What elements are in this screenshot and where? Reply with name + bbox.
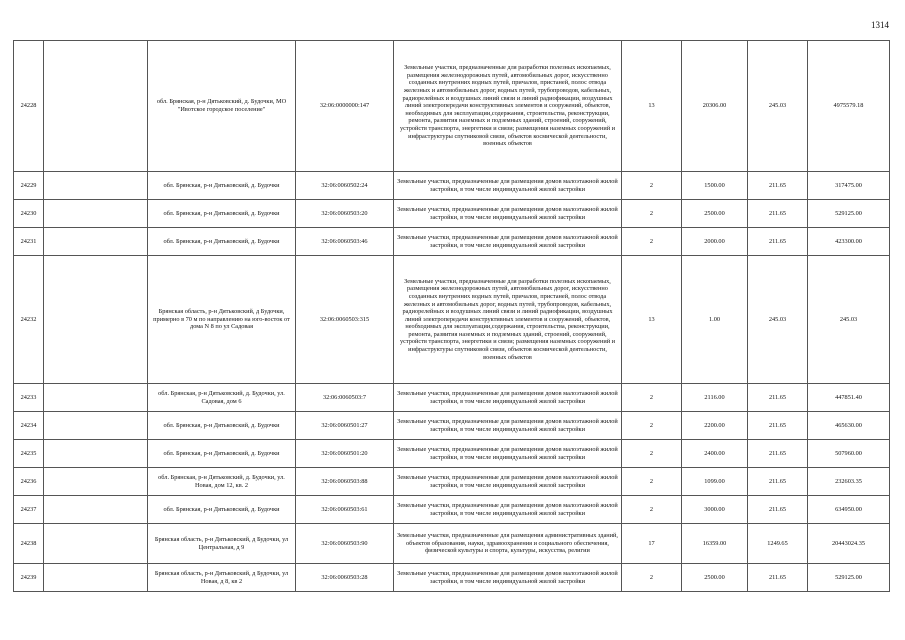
- cadastral-number-cell: 32:06:0060503:90: [296, 524, 394, 564]
- cadastral-number-cell: 32:06:0060501:20: [296, 440, 394, 468]
- cadastral-number-cell: 32:06:0060501:27: [296, 412, 394, 440]
- cadastral-number-cell: 32:06:0060503:28: [296, 564, 394, 592]
- rate-cell: 211.65: [748, 412, 808, 440]
- rate-cell: 245.03: [748, 41, 808, 172]
- land-use-cell: Земельные участки, предназначенные для размещения домов малоэтажной жилой застройки, в том числе индивидуальной жилой застройки: [394, 468, 622, 496]
- table-row: [14, 524, 890, 564]
- cadastral-number-cell: 32:06:0060503:20: [296, 200, 394, 228]
- area-cell: 1500.00: [682, 172, 748, 200]
- cadastral-value-cell: 447851.40: [808, 384, 890, 412]
- group-code-cell: 2: [622, 468, 682, 496]
- blank-cell: [44, 468, 148, 496]
- record-number-cell: 24239: [14, 564, 44, 592]
- area-cell: 3000.00: [682, 496, 748, 524]
- rate-cell: 245.03: [748, 256, 808, 384]
- blank-cell: [44, 384, 148, 412]
- rate-cell: 211.65: [748, 200, 808, 228]
- address-cell: Брянская область, р-н Дятьковский, д Будочки, ул Центральная, д 9: [148, 524, 296, 564]
- cadastral-value-cell: 20443024.35: [808, 524, 890, 564]
- record-number-cell: 24228: [14, 41, 44, 172]
- record-number-cell: 24233: [14, 384, 44, 412]
- blank-cell: [44, 412, 148, 440]
- group-code-cell: 13: [622, 256, 682, 384]
- record-number-cell: 24229: [14, 172, 44, 200]
- rate-cell: 211.65: [748, 496, 808, 524]
- table-row: [14, 564, 890, 592]
- record-number-cell: 24231: [14, 228, 44, 256]
- cadastral-number-cell: 32:06:0060503:46: [296, 228, 394, 256]
- rate-cell: 211.65: [748, 468, 808, 496]
- cadastral-value-cell: 423300.00: [808, 228, 890, 256]
- rate-cell: 211.65: [748, 564, 808, 592]
- address-cell: обл. Брянская, р-н Дятьковский, д. Будочки: [148, 228, 296, 256]
- land-use-cell: Земельные участки, предназначенные для размещения административных зданий, объектов образования, науки, здравоохранения и социального обеспечения, физической культуры и спорта, культуры, искусства, религии: [394, 524, 622, 564]
- blank-cell: [44, 228, 148, 256]
- cadastral-number-cell: 32:06:0060503:88: [296, 468, 394, 496]
- blank-cell: [44, 200, 148, 228]
- cadastral-number-cell: 32:06:0000000:147: [296, 41, 394, 172]
- cadastral-number-cell: 32:06:0060503:61: [296, 496, 394, 524]
- blank-cell: [44, 256, 148, 384]
- table-row: [14, 228, 890, 256]
- address-cell: обл. Брянская, р-н Дятьковский, д. Будочки: [148, 440, 296, 468]
- group-code-cell: 2: [622, 564, 682, 592]
- cadastral-value-cell: 529125.00: [808, 200, 890, 228]
- area-cell: 2000.00: [682, 228, 748, 256]
- table-row: [14, 200, 890, 228]
- table-body: [14, 41, 890, 592]
- land-use-cell: Земельные участки, предназначенные для размещения домов малоэтажной жилой застройки, в том числе индивидуальной жилой застройки: [394, 172, 622, 200]
- record-number-cell: 24234: [14, 412, 44, 440]
- area-cell: 2500.00: [682, 200, 748, 228]
- area-cell: 2400.00: [682, 440, 748, 468]
- land-use-cell: Земельные участки, предназначенные для размещения домов малоэтажной жилой застройки, в том числе индивидуальной жилой застройки: [394, 200, 622, 228]
- land-registry-table: [13, 40, 890, 592]
- page-number: 1314: [871, 20, 889, 30]
- land-use-cell: Земельные участки, предназначенные для размещения домов малоэтажной жилой застройки, в том числе индивидуальной жилой застройки: [394, 384, 622, 412]
- table-row: [14, 440, 890, 468]
- area-cell: 20306.00: [682, 41, 748, 172]
- rate-cell: 1249.65: [748, 524, 808, 564]
- record-number-cell: 24232: [14, 256, 44, 384]
- cadastral-number-cell: 32:06:0060503:315: [296, 256, 394, 384]
- group-code-cell: 2: [622, 496, 682, 524]
- record-number-cell: 24237: [14, 496, 44, 524]
- land-use-cell: Земельные участки, предназначенные для размещения домов малоэтажной жилой застройки, в том числе индивидуальной жилой застройки: [394, 440, 622, 468]
- record-number-cell: 24235: [14, 440, 44, 468]
- group-code-cell: 17: [622, 524, 682, 564]
- table-row: [14, 172, 890, 200]
- table-row: [14, 468, 890, 496]
- area-cell: 2500.00: [682, 564, 748, 592]
- group-code-cell: 2: [622, 384, 682, 412]
- cadastral-value-cell: 245.03: [808, 256, 890, 384]
- address-cell: обл. Брянская, р-н Дятьковский, д. Будочки: [148, 496, 296, 524]
- cadastral-value-cell: 529125.00: [808, 564, 890, 592]
- address-cell: обл. Брянская, р-н Дятьковский, д. Будочки: [148, 200, 296, 228]
- table-row: [14, 412, 890, 440]
- cadastral-value-cell: 507960.00: [808, 440, 890, 468]
- cadastral-value-cell: 317475.00: [808, 172, 890, 200]
- rate-cell: 211.65: [748, 384, 808, 412]
- rate-cell: 211.65: [748, 440, 808, 468]
- land-use-cell: Земельные участки, предназначенные для размещения домов малоэтажной жилой застройки, в том числе индивидуальной жилой застройки: [394, 496, 622, 524]
- group-code-cell: 13: [622, 41, 682, 172]
- blank-cell: [44, 172, 148, 200]
- cadastral-value-cell: 465630.00: [808, 412, 890, 440]
- cadastral-value-cell: 232603.35: [808, 468, 890, 496]
- cadastral-number-cell: 32:06:0060502:24: [296, 172, 394, 200]
- table-row: [14, 41, 890, 172]
- land-use-cell: Земельные участки, предназначенные для разработки полезных ископаемых, размещения железнодорожных путей, автомобильных дорог, искусственно созданных внутренних водных путей, причалов, пристаней, полос отвода железных и автомобильных дорог, водных путей, трубопроводов, кабельных, радиорелейных и воздушных линий связи и линий радиофикации, воздушных линий электропередачи конструктивных элементов и сооружений, объектов, необходимых для эксплуатации,содержания, строительства, реконструкции, ремонта, развития наземных и подземных зданий, строений, сооружений, устройств транспорта, энергетики и связи; размещения наземных сооружений и инфраструктуры спутниковой связи, объектов космической деятельности, военных объектов: [394, 41, 622, 172]
- blank-cell: [44, 41, 148, 172]
- blank-cell: [44, 440, 148, 468]
- area-cell: 16359.00: [682, 524, 748, 564]
- address-cell: Брянская область, р-н Дятьковский, д Будочки, примерно в 70 м по направлению на юго-восток от дома N 8 по ул Садовая: [148, 256, 296, 384]
- rate-cell: 211.65: [748, 172, 808, 200]
- land-use-cell: Земельные участки, предназначенные для размещения домов малоэтажной жилой застройки, в том числе индивидуальной жилой застройки: [394, 228, 622, 256]
- land-use-cell: Земельные участки, предназначенные для размещения домов малоэтажной жилой застройки, в том числе индивидуальной жилой застройки: [394, 412, 622, 440]
- land-use-cell: Земельные участки, предназначенные для размещения домов малоэтажной жилой застройки, в том числе индивидуальной жилой застройки: [394, 564, 622, 592]
- area-cell: 2200.00: [682, 412, 748, 440]
- cadastral-value-cell: 4975579.18: [808, 41, 890, 172]
- group-code-cell: 2: [622, 172, 682, 200]
- rate-cell: 211.65: [748, 228, 808, 256]
- area-cell: 2116.00: [682, 384, 748, 412]
- blank-cell: [44, 524, 148, 564]
- cadastral-value-cell: 634950.00: [808, 496, 890, 524]
- blank-cell: [44, 564, 148, 592]
- table-row: [14, 384, 890, 412]
- address-cell: обл. Брянская, р-н Дятьковский, д. Будочки, ул. Новая, дом 12, кв. 2: [148, 468, 296, 496]
- group-code-cell: 2: [622, 412, 682, 440]
- address-cell: обл. Брянская, р-н Дятьковский, д. Будочки, ул. Садовая, дом 6: [148, 384, 296, 412]
- cadastral-number-cell: 32:06:0060503:7: [296, 384, 394, 412]
- address-cell: обл. Брянская, р-н Дятьковский, д. Будочки, МО "Ивотское городское поселение": [148, 41, 296, 172]
- record-number-cell: 24236: [14, 468, 44, 496]
- address-cell: обл. Брянская, р-н Дятьковский, д. Будочки: [148, 172, 296, 200]
- address-cell: обл. Брянская, р-н Дятьковский, д. Будочки: [148, 412, 296, 440]
- group-code-cell: 2: [622, 228, 682, 256]
- record-number-cell: 24230: [14, 200, 44, 228]
- blank-cell: [44, 496, 148, 524]
- address-cell: Брянская область, р-н Дятьковский, д Будочки, ул Новая, д 8, кв 2: [148, 564, 296, 592]
- table-row: [14, 496, 890, 524]
- land-use-cell: Земельные участки, предназначенные для разработки полезных ископаемых, размещения железнодорожных путей, автомобильных дорог, искусственно созданных внутренних водных путей, причалов, пристаней, полос отвода железных и автомобильных дорог, водных путей, трубопроводов, кабельных, радиорелейных и воздушных линий связи и линий радиофикации, воздушных линий электропередачи конструктивных элементов и сооружений, объектов, необходимых для эксплуатации,содержания, строительства, реконструкции, ремонта, развития наземных и подземных зданий, строений, сооружений, устройств транспорта, энергетики и связи; размещения наземных сооружений и инфраструктуры спутниковой связи, объектов космической деятельности, военных объектов: [394, 256, 622, 384]
- group-code-cell: 2: [622, 200, 682, 228]
- area-cell: 1099.00: [682, 468, 748, 496]
- group-code-cell: 2: [622, 440, 682, 468]
- record-number-cell: 24238: [14, 524, 44, 564]
- table-row: [14, 256, 890, 384]
- area-cell: 1.00: [682, 256, 748, 384]
